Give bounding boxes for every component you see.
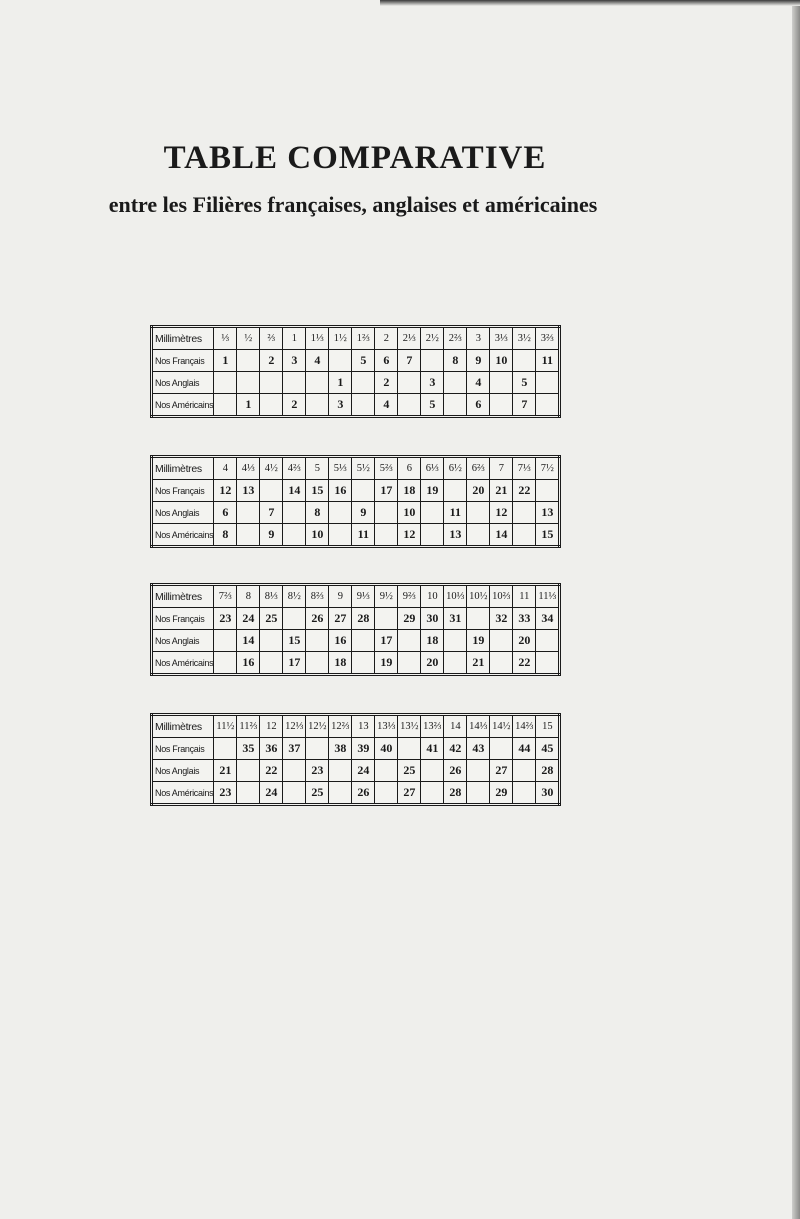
row-label: Millimètres (152, 585, 214, 608)
table-cell (490, 372, 513, 394)
comparison-table-4 (150, 713, 561, 806)
row-label: Nos Anglais (152, 760, 214, 782)
table-cell: 1⅓ (306, 327, 329, 350)
table-cell: 20 (421, 652, 444, 675)
table-cell (352, 394, 375, 417)
comparison-table-1 (150, 325, 561, 418)
table-cell (444, 652, 467, 675)
table-cell: 3⅔ (536, 327, 560, 350)
table-cell: 29 (398, 608, 421, 630)
page-edge-shadow (792, 0, 800, 1219)
table-cell: 3 (329, 394, 352, 417)
table-cell (237, 524, 260, 547)
table-cell (536, 480, 560, 502)
table-cell (490, 630, 513, 652)
table-cell: 18 (398, 480, 421, 502)
table-cell (467, 760, 490, 782)
table-cell: 14 (237, 630, 260, 652)
table-cell: 24 (352, 760, 375, 782)
table-cell: 10 (398, 502, 421, 524)
table-row-numeros-anglais (152, 630, 560, 652)
table-cell: 7⅔ (214, 585, 237, 608)
table-cell (214, 652, 237, 675)
table-cell (444, 394, 467, 417)
table-cell: 10 (490, 350, 513, 372)
row-label: Nos Français (152, 480, 214, 502)
table-cell: 21 (490, 480, 513, 502)
table-row-numeros-anglais (152, 760, 560, 782)
table-cell: 24 (237, 608, 260, 630)
table-cell (398, 372, 421, 394)
table-cell (283, 372, 306, 394)
table-cell (260, 480, 283, 502)
table-cell: 45 (536, 738, 560, 760)
table-cell: 10⅔ (490, 585, 513, 608)
table-cell: 4⅓ (237, 457, 260, 480)
table-cell: 2 (375, 372, 398, 394)
table-cell (375, 502, 398, 524)
table-cell (329, 760, 352, 782)
row-label: Nos Français (152, 738, 214, 760)
table-cell (467, 608, 490, 630)
table-cell: 12⅓ (283, 715, 306, 738)
table-cell (444, 480, 467, 502)
table-cell: 18 (421, 630, 444, 652)
table-cell: 11 (352, 524, 375, 547)
table-row-millimetres (152, 715, 560, 738)
table-cell (237, 372, 260, 394)
table-cell: 5 (306, 457, 329, 480)
table-cell: 20 (467, 480, 490, 502)
table-cell: 2 (283, 394, 306, 417)
table-cell: ⅔ (260, 327, 283, 350)
table-cell (467, 524, 490, 547)
table-cell: 18 (329, 652, 352, 675)
table-row-numeros-anglais (152, 372, 560, 394)
table-cell: 36 (260, 738, 283, 760)
table-row-numeros-anglais (152, 502, 560, 524)
table-cell: 2½ (421, 327, 444, 350)
table-cell: 41 (421, 738, 444, 760)
table-cell: 2 (375, 327, 398, 350)
table-cell (329, 350, 352, 372)
table-cell: 43 (467, 738, 490, 760)
row-label: Nos Américains (152, 394, 214, 417)
table-cell: 14⅓ (467, 715, 490, 738)
table-cell: 38 (329, 738, 352, 760)
table-cell: 4⅔ (283, 457, 306, 480)
row-label: Nos Français (152, 350, 214, 372)
table-cell (490, 394, 513, 417)
table-cell (398, 738, 421, 760)
table-row-numeros-francais (152, 608, 560, 630)
table-cell: 20 (513, 630, 536, 652)
row-label: Nos Américains (152, 524, 214, 547)
table-cell (444, 630, 467, 652)
table-cell: ⅓ (214, 327, 237, 350)
table-row-numeros-americains (152, 652, 560, 675)
table-cell (421, 524, 444, 547)
table-cell: 16 (329, 630, 352, 652)
table-cell: 5 (421, 394, 444, 417)
table-cell: 29 (490, 782, 513, 805)
table-cell: 9 (329, 585, 352, 608)
table-cell: 25 (306, 782, 329, 805)
table-cell: 4 (306, 350, 329, 372)
table-cell: 10⅓ (444, 585, 467, 608)
table-cell (398, 630, 421, 652)
table-row-numeros-americains (152, 782, 560, 805)
table-cell: 7 (398, 350, 421, 372)
table-cell: 14 (444, 715, 467, 738)
table-cell: 10½ (467, 585, 490, 608)
table-cell (283, 524, 306, 547)
table-cell: 11 (513, 585, 536, 608)
table-cell: 3 (421, 372, 444, 394)
table-cell: 19 (421, 480, 444, 502)
table-cell (306, 630, 329, 652)
table-cell (260, 394, 283, 417)
table-cell (375, 608, 398, 630)
table-cell (398, 652, 421, 675)
table-cell: 28 (536, 760, 560, 782)
table-cell: 22 (260, 760, 283, 782)
table-cell: 17 (375, 480, 398, 502)
table-cell (306, 738, 329, 760)
table-cell: 9 (352, 502, 375, 524)
row-label: Millimètres (152, 327, 214, 350)
table-cell: 40 (375, 738, 398, 760)
table-cell: 2⅓ (398, 327, 421, 350)
table-cell: 4½ (260, 457, 283, 480)
table-cell (513, 760, 536, 782)
table-cell: 23 (214, 782, 237, 805)
table-cell (237, 782, 260, 805)
table-cell (214, 372, 237, 394)
table-cell: 12 (398, 524, 421, 547)
table-cell: 32 (490, 608, 513, 630)
table-cell (214, 738, 237, 760)
table-cell (283, 608, 306, 630)
table-cell (237, 760, 260, 782)
table-cell (283, 782, 306, 805)
table-cell (352, 372, 375, 394)
table-cell: 14 (490, 524, 513, 547)
table-cell: 3½ (513, 327, 536, 350)
table-cell: 3⅓ (490, 327, 513, 350)
table-cell: 28 (444, 782, 467, 805)
table-cell: 9 (260, 524, 283, 547)
table-cell (375, 782, 398, 805)
table-cell: 4 (375, 394, 398, 417)
page-top-edge (380, 0, 800, 6)
table-cell (329, 524, 352, 547)
table-cell: 12 (260, 715, 283, 738)
table-cell: 6⅔ (467, 457, 490, 480)
table-cell (536, 630, 560, 652)
table-cell: 14 (283, 480, 306, 502)
table-cell: 5½ (352, 457, 375, 480)
table-cell (260, 372, 283, 394)
table-cell (352, 630, 375, 652)
table-cell: 9⅓ (352, 585, 375, 608)
table-row-numeros-francais (152, 480, 560, 502)
table-cell: 5 (513, 372, 536, 394)
table-cell: 1½ (329, 327, 352, 350)
table-cell: 12⅔ (329, 715, 352, 738)
table-cell: 7 (513, 394, 536, 417)
table-cell: 5 (352, 350, 375, 372)
table-cell: 37 (283, 738, 306, 760)
table-cell: 9 (467, 350, 490, 372)
table-cell (260, 630, 283, 652)
table-cell (444, 372, 467, 394)
table-cell: 7 (260, 502, 283, 524)
table-cell: 6⅓ (421, 457, 444, 480)
table-cell: ½ (237, 327, 260, 350)
table-cell: 13⅓ (375, 715, 398, 738)
table-cell: 5⅓ (329, 457, 352, 480)
table-cell: 27 (329, 608, 352, 630)
table-cell: 8 (237, 585, 260, 608)
row-label: Nos Anglais (152, 502, 214, 524)
table-cell: 8 (444, 350, 467, 372)
table-cell (513, 350, 536, 372)
table-cell: 12½ (306, 715, 329, 738)
row-label: Nos Anglais (152, 372, 214, 394)
table-cell: 7⅓ (513, 457, 536, 480)
table-row-numeros-americains (152, 524, 560, 547)
table-cell: 5⅔ (375, 457, 398, 480)
table-cell: 23 (306, 760, 329, 782)
comparison-table-3 (150, 583, 561, 676)
table-cell: 8⅓ (260, 585, 283, 608)
table-cell: 13 (536, 502, 560, 524)
table-cell (306, 394, 329, 417)
table-cell (375, 760, 398, 782)
table-cell (421, 350, 444, 372)
table-cell: 6 (467, 394, 490, 417)
table-cell: 6 (214, 502, 237, 524)
table-cell (329, 502, 352, 524)
table-cell: 8⅔ (306, 585, 329, 608)
table-cell: 27 (398, 782, 421, 805)
table-cell: 13½ (398, 715, 421, 738)
table-cell: 34 (536, 608, 560, 630)
table-cell: 11⅔ (237, 715, 260, 738)
table-cell: 6 (398, 457, 421, 480)
page-subtitle: entre les Filières françaises, anglaises et américaines (108, 192, 598, 217)
row-label: Millimètres (152, 715, 214, 738)
table-cell: 12 (490, 502, 513, 524)
table-row-millimetres (152, 457, 560, 480)
table-cell (329, 782, 352, 805)
table-cell: 21 (467, 652, 490, 675)
table-row-millimetres (152, 327, 560, 350)
row-label: Nos Américains (152, 652, 214, 675)
table-cell: 9½ (375, 585, 398, 608)
table-row-numeros-francais (152, 350, 560, 372)
table-cell (375, 524, 398, 547)
table-cell: 22 (513, 652, 536, 675)
table-cell (352, 480, 375, 502)
table-cell: 22 (513, 480, 536, 502)
row-label: Nos Américains (152, 782, 214, 805)
table-cell: 19 (375, 652, 398, 675)
table-cell: 12 (214, 480, 237, 502)
table-cell: 30 (421, 608, 444, 630)
table-cell: 16 (237, 652, 260, 675)
table-cell: 19 (467, 630, 490, 652)
table-cell: 25 (398, 760, 421, 782)
row-label: Millimètres (152, 457, 214, 480)
table-cell (490, 738, 513, 760)
table-cell (352, 652, 375, 675)
page-title: TABLE COMPARATIVE (163, 140, 547, 176)
table-cell: 4 (467, 372, 490, 394)
comparison-table-2 (150, 455, 561, 548)
table-cell: 13⅔ (421, 715, 444, 738)
table-cell: 31 (444, 608, 467, 630)
table-cell (513, 502, 536, 524)
table-cell: 25 (260, 608, 283, 630)
table-cell: 11 (444, 502, 467, 524)
table-cell (467, 782, 490, 805)
table-cell: 11½ (214, 715, 237, 738)
table-cell (536, 652, 560, 675)
table-cell: 2 (260, 350, 283, 372)
table-cell: 6½ (444, 457, 467, 480)
table-cell: 14⅔ (513, 715, 536, 738)
table-cell: 26 (306, 608, 329, 630)
table-cell: 27 (490, 760, 513, 782)
table-cell: 30 (536, 782, 560, 805)
table-cell (421, 502, 444, 524)
table-cell: 14½ (490, 715, 513, 738)
table-cell: 3 (467, 327, 490, 350)
table-cell: 9⅔ (398, 585, 421, 608)
table-cell (214, 630, 237, 652)
table-cell: 8 (306, 502, 329, 524)
table-cell (398, 394, 421, 417)
table-cell: 21 (214, 760, 237, 782)
table-cell: 10 (421, 585, 444, 608)
table-cell: 7 (490, 457, 513, 480)
table-cell: 35 (237, 738, 260, 760)
table-row-numeros-americains (152, 394, 560, 417)
table-cell: 1⅔ (352, 327, 375, 350)
table-cell: 16 (329, 480, 352, 502)
table-cell (421, 760, 444, 782)
table-cell: 15 (306, 480, 329, 502)
table-cell: 1 (237, 394, 260, 417)
table-cell: 33 (513, 608, 536, 630)
table-cell (536, 394, 560, 417)
table-cell (306, 652, 329, 675)
table-cell: 17 (283, 652, 306, 675)
table-cell: 10 (306, 524, 329, 547)
table-cell (260, 652, 283, 675)
table-cell: 4 (214, 457, 237, 480)
table-cell: 6 (375, 350, 398, 372)
table-cell (306, 372, 329, 394)
table-cell: 1 (283, 327, 306, 350)
table-cell: 7½ (536, 457, 560, 480)
table-cell: 13 (237, 480, 260, 502)
table-cell (536, 372, 560, 394)
table-cell: 2⅔ (444, 327, 467, 350)
table-cell: 24 (260, 782, 283, 805)
table-cell (421, 782, 444, 805)
table-cell: 28 (352, 608, 375, 630)
table-cell: 42 (444, 738, 467, 760)
table-cell: 15 (283, 630, 306, 652)
table-cell: 23 (214, 608, 237, 630)
table-cell (283, 760, 306, 782)
row-label: Nos Anglais (152, 630, 214, 652)
table-cell: 1 (214, 350, 237, 372)
table-cell: 11 (536, 350, 560, 372)
table-cell (283, 502, 306, 524)
table-cell (237, 350, 260, 372)
table-cell (513, 782, 536, 805)
row-label: Nos Français (152, 608, 214, 630)
table-cell: 26 (352, 782, 375, 805)
table-cell: 15 (536, 524, 560, 547)
table-cell: 44 (513, 738, 536, 760)
table-cell: 1 (329, 372, 352, 394)
table-cell: 39 (352, 738, 375, 760)
table-cell: 15 (536, 715, 560, 738)
table-row-millimetres (152, 585, 560, 608)
table-cell (214, 394, 237, 417)
table-cell: 8 (214, 524, 237, 547)
table-cell: 26 (444, 760, 467, 782)
table-cell: 8½ (283, 585, 306, 608)
table-cell: 13 (352, 715, 375, 738)
table-cell (513, 524, 536, 547)
table-cell (237, 502, 260, 524)
table-cell: 17 (375, 630, 398, 652)
table-cell: 13 (444, 524, 467, 547)
table-row-numeros-francais (152, 738, 560, 760)
table-cell (490, 652, 513, 675)
table-cell: 3 (283, 350, 306, 372)
table-cell: 11⅓ (536, 585, 560, 608)
table-cell (467, 502, 490, 524)
